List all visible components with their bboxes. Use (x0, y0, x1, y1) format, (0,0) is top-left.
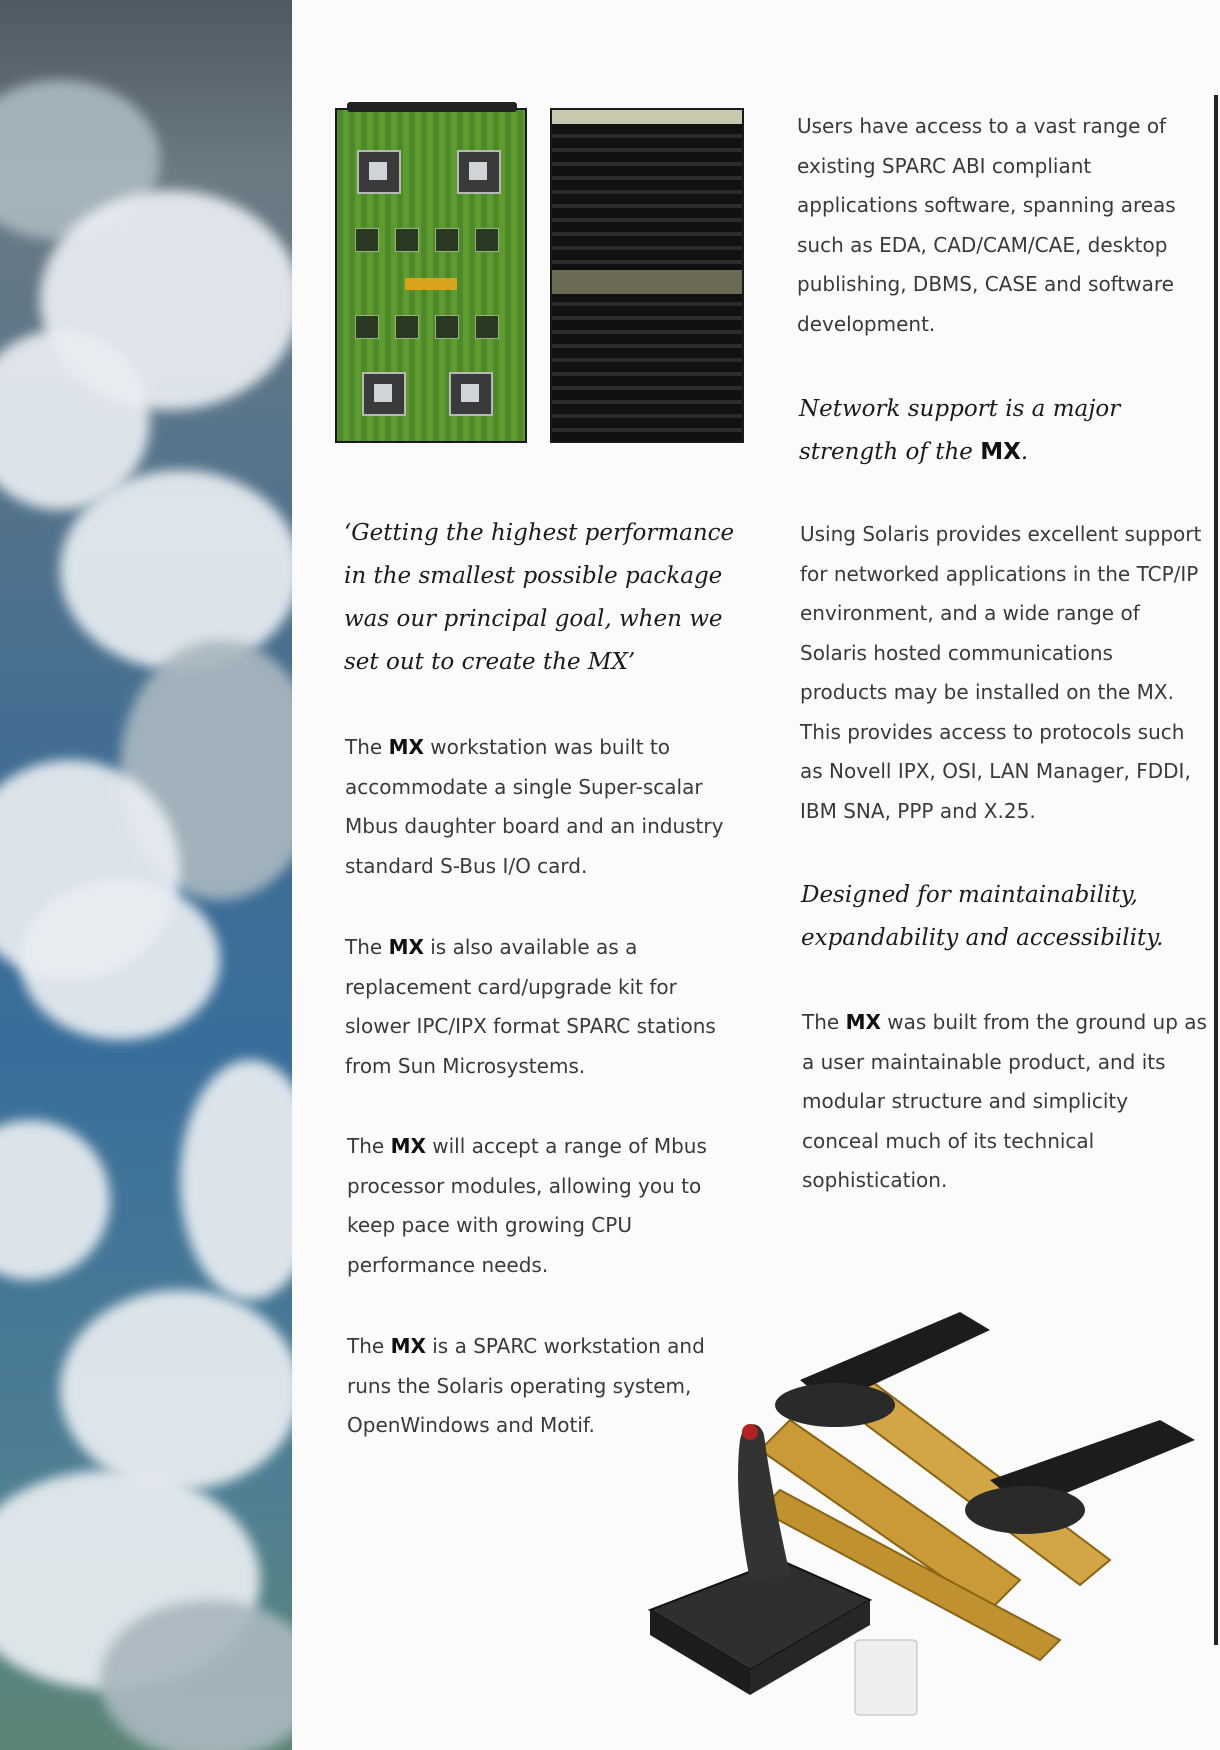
right-column-maintainability (802, 1003, 1207, 1201)
left-column-text (345, 728, 740, 886)
paragraph: The MX is a SPARC workstation and runs the Solaris operating system, OpenWindows and Motif. (347, 1334, 705, 1437)
right-column-network (800, 515, 1205, 831)
section-heading-network: Network support is a major strength of the MX. (799, 396, 1121, 465)
pull-quote-text: ‘Getting the highest performance in the smallest possible package was our principal goal, when we set out to create the MX’ (344, 520, 735, 675)
left-column-text (347, 1127, 727, 1285)
sky-cloud-photo (0, 0, 292, 1750)
paragraph: The MX is also available as a replacement card/upgrade kit for slower IPC/IPX format SPARC stations from Sun Microsystems. (345, 935, 716, 1078)
left-column-text (345, 928, 740, 1086)
paragraph: The MX was built from the ground up as a user maintainable product, and its modular structure and simplicity conceal much of its technical sophistication. (802, 1010, 1207, 1192)
right-column-intro (797, 107, 1192, 344)
paragraph: The MX will accept a range of Mbus processor modules, allowing you to keep pace with growing CPU performance needs. (347, 1134, 707, 1277)
section-heading-maintainability: Designed for maintainability, expandability and accessibility. (801, 882, 1164, 951)
cpu-board-photo (335, 108, 527, 443)
paragraph: Users have access to a vast range of existing SPARC ABI compliant applications software, spanning areas such as EDA, CAD/CAM/CAE, desktop publishing, DBMS, CASE and software development. (797, 114, 1176, 336)
paragraph: Using Solaris provides excellent support for networked applications in the TCP/IP environment, and a wide range of Solaris hosted communications products may be installed on the MX. This provides access to protocols such as Novell IPX, OSI, LAN Manager, FDDI, IBM SNA, PPP and X.25. (800, 522, 1202, 823)
memory-board-photo (550, 108, 744, 443)
paragraph: The MX workstation was built to accommodate a single Super-scalar Mbus daughter board and an industry standard S-Bus I/O card. (345, 735, 724, 878)
flight-controls-photo (640, 1310, 1220, 1720)
pull-quote (344, 512, 744, 684)
